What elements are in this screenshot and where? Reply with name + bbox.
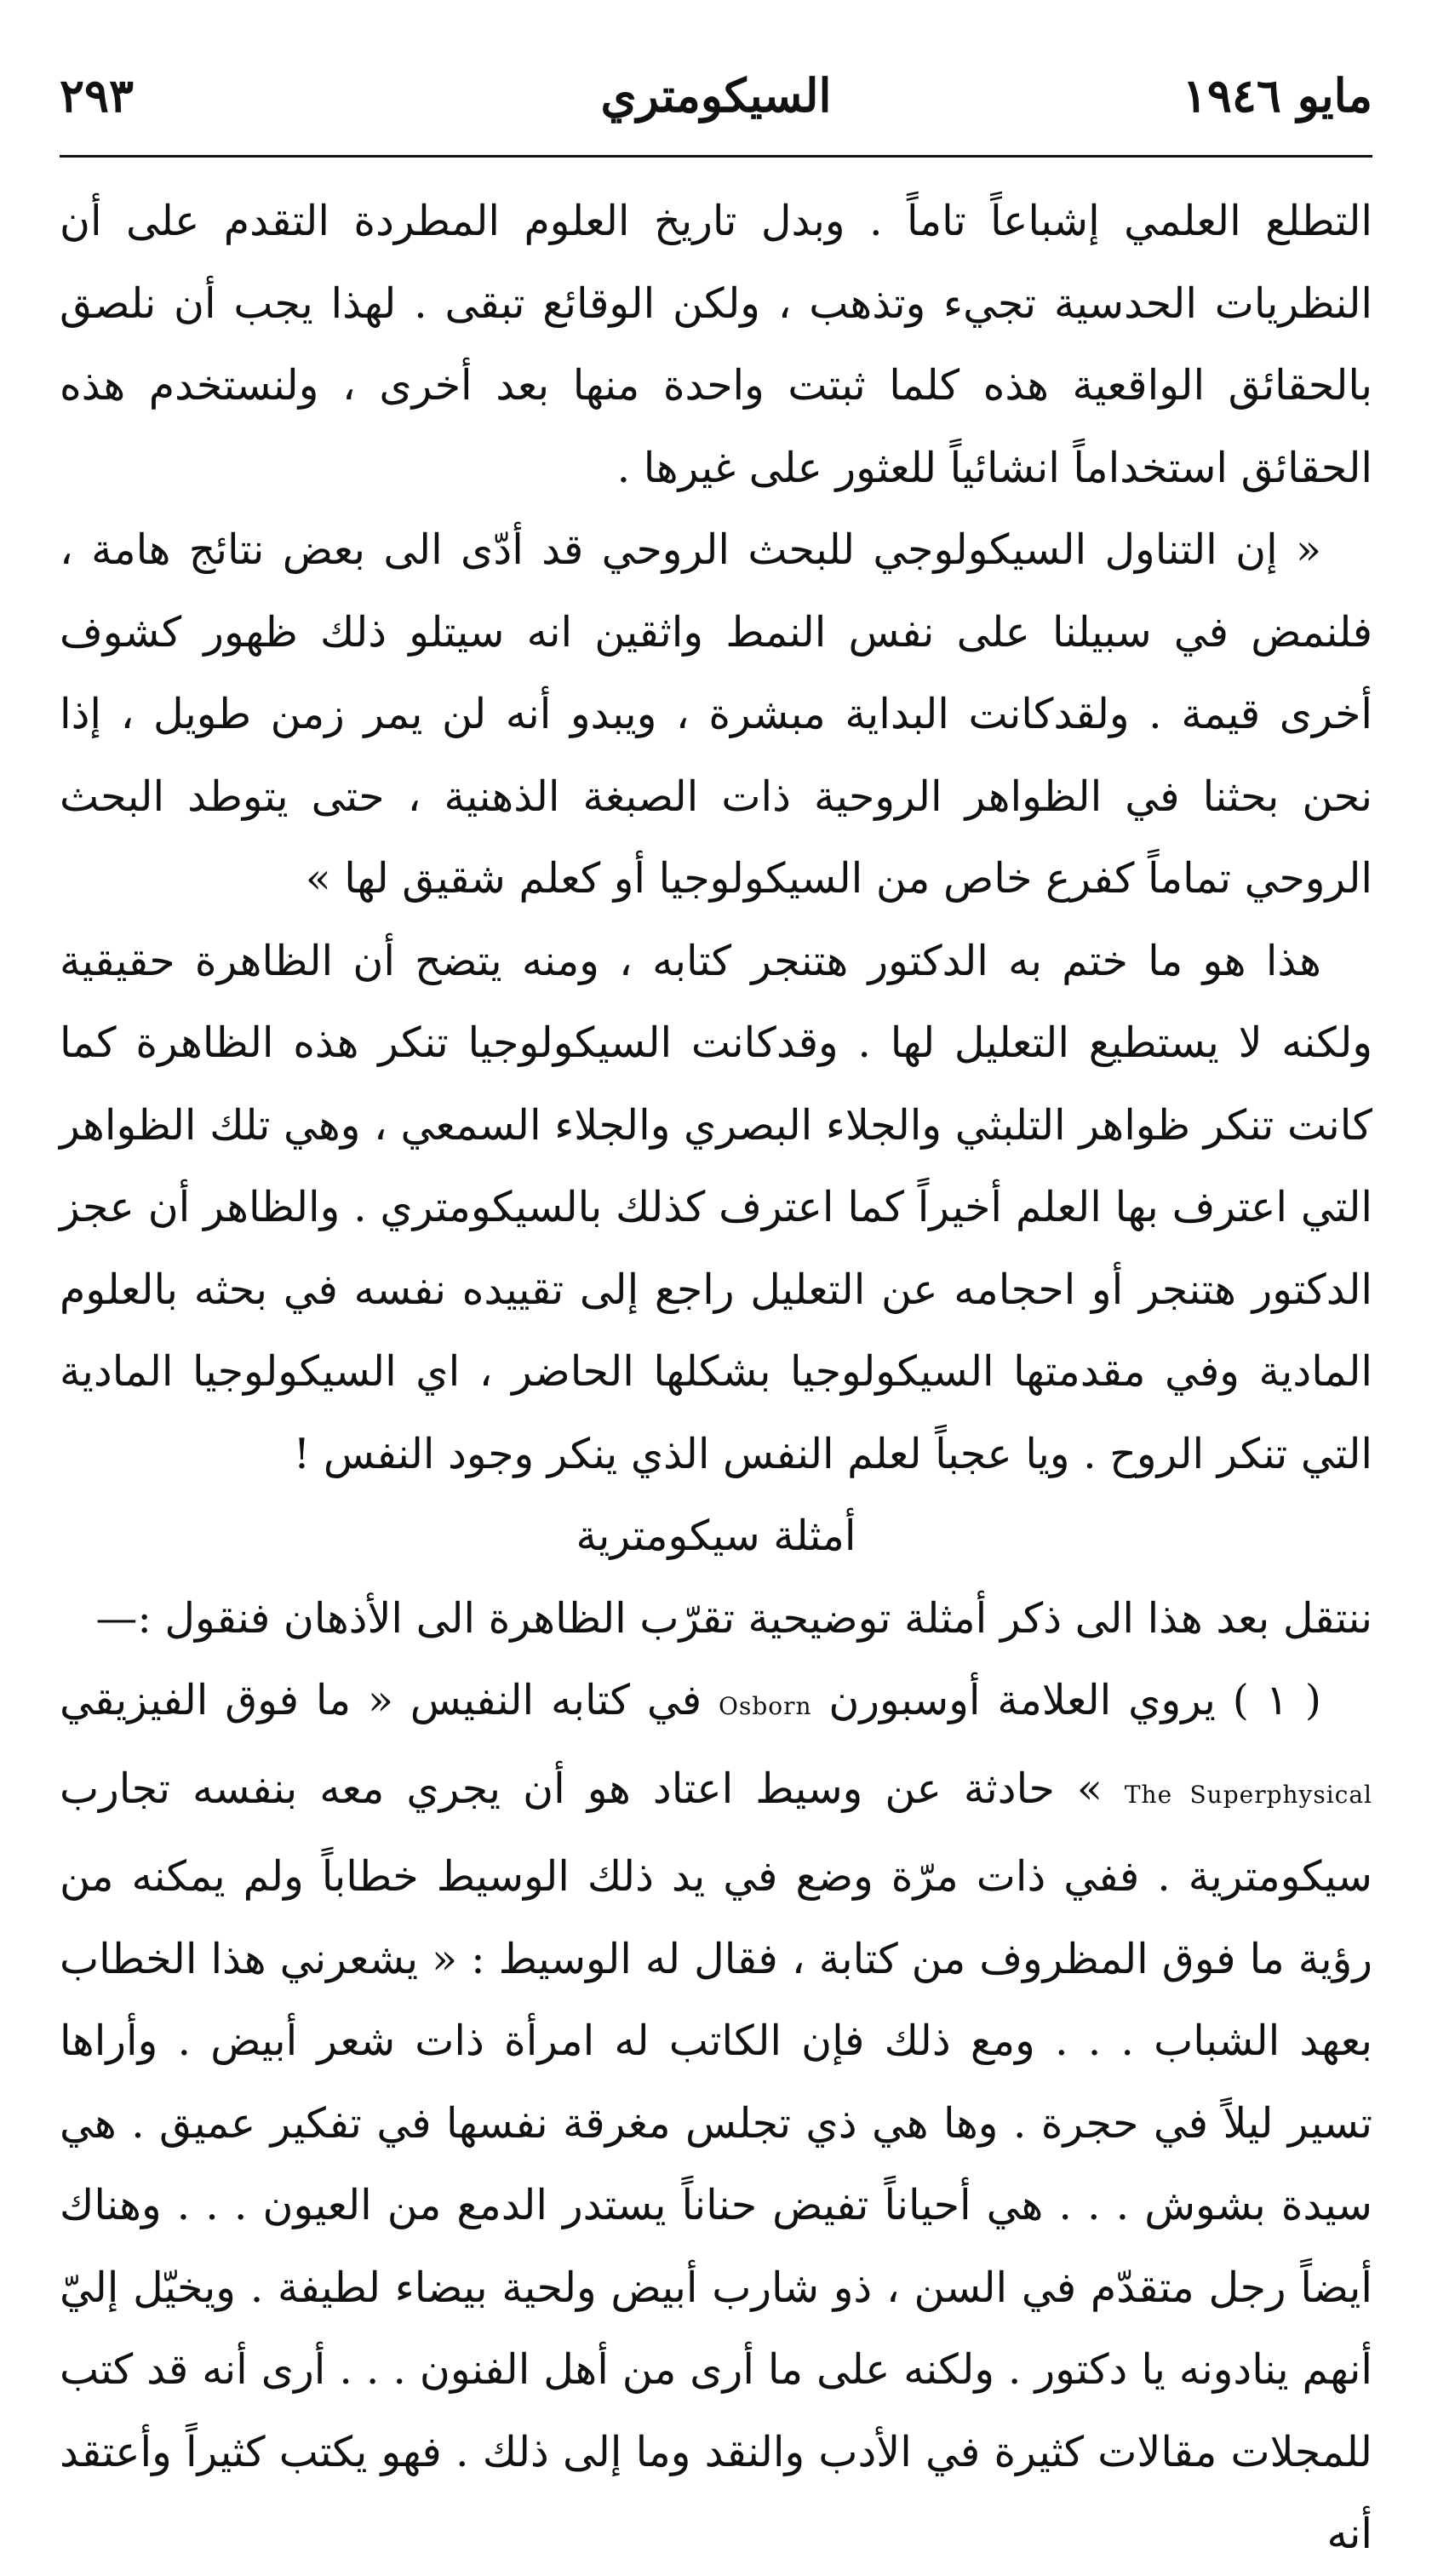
paragraph-1: التطلع العلمي إشباعاً تاماً . وبدل تاريخ العلوم المطردة التقدم على أن النظريات الحدسية تجيء وتذهب ، ولكن الوقائع تبقى . لهذا يجب أن نلصق بالحقائق الواقعية هذه كلما ثبتت واحدة منها بعد أخرى ، ولنستخدم هذه الحقائق استخداماً انشائياً للعثور على غيرها . — [60, 197, 1372, 492]
paragraph-intro: ننتقل بعد هذا الى ذكر أمثلة توضيحية تقرّب الظاهرة الى الأذهان فنقول :— — [95, 1593, 1372, 1643]
latin-name-osborn: Osborn — [719, 1692, 812, 1720]
header-date: مايو ١٩٤٦ — [1182, 68, 1372, 123]
example-lead: ( ١ ) يروي العلامة أوسبورن — [828, 1676, 1322, 1724]
example-mid: في كتابه النفيس « ما فوق الفيزيقي — [60, 1676, 702, 1724]
header-title: السيكومتري — [600, 68, 832, 123]
paragraph-example-1 — [60, 1660, 1372, 2576]
page-number: ٢٩٣ — [60, 68, 135, 123]
latin-book-title: The Superphysical — [1124, 1780, 1373, 1809]
paragraph-3: هذا هو ما ختم به الدكتور هتنجر كتابه ، ومنه يتضح أن الظاهرة حقيقية ولكنه لا يستطيع التعليل لها . وقدكانت السيكولوجيا تنكر هذه الظاهرة كما كانت تنكر ظواهر التلبثي والجلاء البصري والجلاء السمعي ، وهي تلك الظواهر التي اعترف بها العلم أخيراً كما اعترف كذلك بالسيكومتري . والظاهر أن عجز الدكتور هتنجر أو احجامه عن التعليل راجع إلى تقييده نفسه في بحثه بالعلوم المادية وفي مقدمتها السيكولوجيا بشكلها الحاضر ، اي السيكولوجيا المادية التي تنكر الروح . ويا عجباً لعلم النفس الذي ينكر وجود النفس ! — [60, 936, 1372, 1478]
example-rest: » حادثة عن وسيط اعتاد هو أن يجري معه بنفسه تجارب سيكومترية . ففي ذات مرّة وضع في يد ذلك الوسيط خطاباً ولم يمكنه من رؤية ما فوق المظروف من كتابة ، فقال له الوسيط : « يشعرني هذا الخطاب بعهد الشباب . . . ومع ذلك فإن الكاتب له امرأة ذات شعر أبيض . وأراها تسير ليلاً في حجرة . وها هي ذي تجلس مغرقة نفسها في تفكير عميق . هي سيدة بشوش . . . هي أحياناً تفيض حناناً يستدر الدمع من العيون . . . وهناك أيضاً رجل متقدّم في السن ، ذو شارب أبيض ولحية بيضاء لطيفة . ويخيّل إليّ أنهم ينادونه يا دكتور . ولكنه على ما أرى من أهل الفنون . . . أرى أنه قد كتب للمجلات مقالات كثيرة في الأدب والنقد وما إلى ذلك . فهو يكتب كثيراً وأعتقد أنه — [60, 1764, 1372, 2558]
running-header — [60, 53, 1372, 138]
article-body — [60, 181, 1372, 2576]
header-rule — [60, 155, 1372, 158]
section-heading: أمثلة سيكومترية — [576, 1512, 856, 1560]
paragraph-quote: « إن التناول السيكولوجي للبحث الروحي قد أدّى الى بعض نتائج هامة ، فلنمض في سبيلنا على نفس النمط واثقين انه سيتلو ذلك ظهور كشوف أخرى قيمة . ولقدكانت البداية مبشرة ، ويبدو أنه لن يمر زمن طويل ، إذا نحن بحثنا في الظواهر الروحية ذات الصبغة الذهنية ، حتى يتوطد البحث الروحي تماماً كفرع خاص من السيكولوجيا أو كعلم شقيق لها » — [60, 525, 1372, 903]
